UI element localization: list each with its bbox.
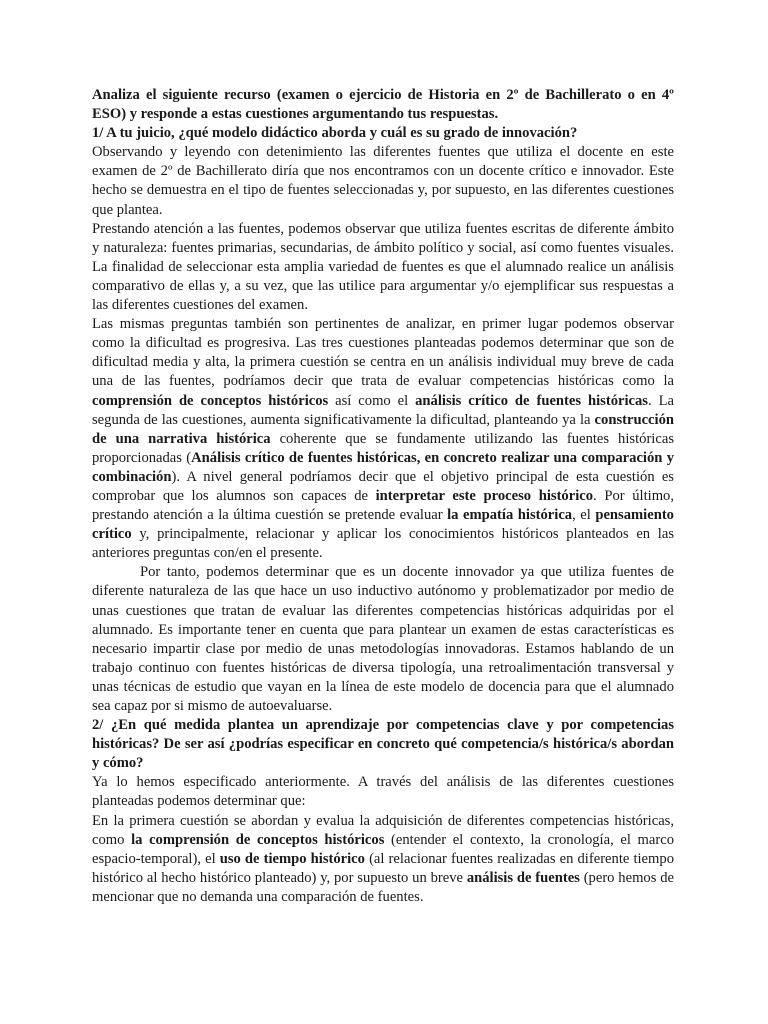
bold-term: la comprensión de conceptos históricos bbox=[131, 831, 385, 848]
text-run: y, principalmente, relacionar y aplicar los conocimientos históricos planteados en las anteriores preguntas con/en el presente. bbox=[92, 526, 674, 562]
text-run: (entender el contexto, la cronología, el marco espacio-temporal), el bbox=[92, 831, 674, 867]
question-2-heading: 2/ ¿En qué medida plantea un aprendizaje por competencias clave y por competencias históricas? De ser así ¿podrías especificar en concreto qué competencia/s histórica/s abordan y cómo? bbox=[92, 717, 674, 772]
text-run: ). A nivel general podríamos decir que el objetivo principal de esta cuestión es comprobar que los alumnos son capaces de bbox=[92, 468, 674, 504]
bold-term: la empatía histórica bbox=[447, 507, 573, 524]
text-run: , el bbox=[572, 507, 596, 524]
text-run: . Por último, prestando atención a la última cuestión se pretende evaluar bbox=[92, 487, 674, 524]
answer-1-paragraph-2: Prestando atención a las fuentes, podemos observar que utiliza fuentes escritas de diferente ámbito y naturaleza: fuentes primarias, secundarias, de ámbito político y social, así como fuentes visuales. La finalidad de seleccionar esta amplia variedad de fuentes es que el alumnado realice un análisis comparativo de ellas y, a su vez, que las utilice para argumentar y/o ejemplificar sus respuestas a las diferentes cuestiones del examen. bbox=[92, 220, 674, 314]
bold-term: interpretar este proceso histórico bbox=[375, 487, 594, 504]
answer-1-paragraph-1: Observando y leyendo con detenimiento las diferentes fuentes que utiliza el docente en este examen de 2º de Bachillerato diría que nos encontramos con un docente crítico e innovador. Este hecho se demuestra en el tipo de fuentes seleccionadas y, por supuesto, en las diferentes cuestiones que plantea. bbox=[92, 144, 674, 218]
answer-1-paragraph-4: Por tanto, podemos determinar que es un docente innovador ya que utiliza fuentes de diferente naturaleza de las que hace un uso inductivo autónomo y problematizador por medio de unas cuestiones que tratan de evaluar las diferentes competencias históricas adquiridas por el alumnado. Es importante tener en cuenta que para plantear un examen de estas características es necesario impartir clase por medio de unas metodologías innovadoras. Estamos hablando de un trabajo continuo con fuentes históricas de diversa tipología, una retroalimentación transversal y unas técnicas de estudio que vayan en la línea de este modelo de docencia para que el alumnado sea capaz por si mismo de autoevaluarse. bbox=[92, 564, 674, 714]
bold-term: análisis crítico de fuentes históricas bbox=[415, 392, 648, 409]
text-run: En la primera cuestión se abordan y evalua la adquisición de diferentes competencias históricas, como bbox=[92, 812, 674, 848]
text-run: (al relacionar fuentes realizadas en diferente tiempo histórico al hecho histórico planteado) y, por supuesto un breve bbox=[92, 850, 674, 886]
bold-term: uso de tiempo histórico bbox=[219, 850, 365, 867]
text-run: (pero hemos de mencionar que no demanda una comparación de fuentes. bbox=[92, 869, 674, 905]
text-run: . La segunda de las cuestiones, aumenta significativamente la dificultad, planteando ya la bbox=[92, 392, 674, 428]
answer-2-paragraph-2 bbox=[92, 812, 674, 907]
answer-1-paragraph-3 bbox=[92, 315, 674, 563]
text-run: coherente que se fundamente utilizando las fuentes históricas proporcionadas ( bbox=[92, 430, 674, 466]
bold-term: pensamiento crítico bbox=[92, 507, 674, 543]
bold-term: construcción de una narrativa histórica bbox=[92, 411, 674, 447]
text-run: Las mismas preguntas también son pertinentes de analizar, en primer lugar podemos observar como la dificultad es progresiva. Las tres cuestiones planteadas podemos determinar que son de dificultad media y alta, la primera cuestión se centra en un análisis individual muy breve de cada una de las fuentes, podríamos decir que trata de evaluar competencias históricas como la bbox=[92, 316, 674, 390]
bold-term: Análisis crítico de fuentes históricas, en concreto realizar una comparación y combinación bbox=[92, 449, 674, 485]
document-page bbox=[92, 86, 674, 907]
answer-2-paragraph-1: Ya lo hemos especificado anteriormente. A través del análisis de las diferentes cuestiones planteadas podemos determinar que: bbox=[92, 774, 674, 810]
text-run: así como el bbox=[328, 392, 416, 409]
question-1-heading: 1/ A tu juicio, ¿qué modelo didáctico aborda y cuál es su grado de innovación? bbox=[92, 125, 578, 142]
bold-term: análisis de fuentes bbox=[466, 869, 580, 886]
bold-term: comprensión de conceptos históricos bbox=[92, 392, 329, 409]
instructions-heading: Analiza el siguiente recurso (examen o ejercicio de Historia en 2º de Bachillerato o en 4º ESO) y responde a estas cuestiones argumentando tus respuestas. bbox=[92, 87, 674, 123]
